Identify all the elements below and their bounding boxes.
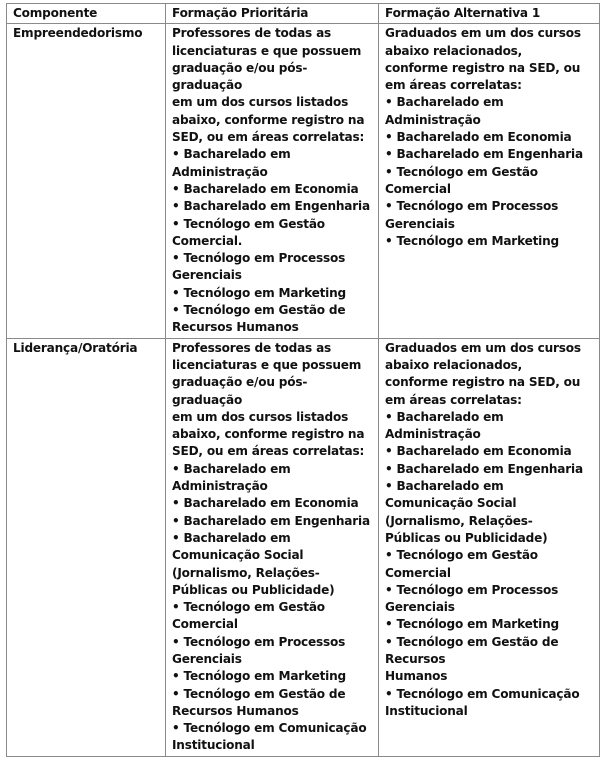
cell-text-line: abaixo relacionados, (385, 43, 523, 58)
cell-text-line: em áreas correlatas: (385, 78, 522, 93)
cell-text-line: • Tecnólogo em Processos (385, 199, 559, 214)
cell-text-line: • Tecnólogo em Marketing (172, 285, 346, 300)
cell-text-line: • Bacharelado em (172, 147, 291, 162)
cell-text-line: Públicas ou Publicidade) (385, 530, 548, 545)
cell-text-line: Recursos Humanos (172, 703, 299, 718)
cell-text-line: graduação (172, 392, 243, 407)
cell-text-line: • Bacharelado em Economia (172, 496, 359, 511)
cell-text-line: Gerenciais (385, 216, 455, 231)
header-formacao-prioritaria: Formação Prioritária (166, 4, 379, 24)
cell-text-line: • Bacharelado em (172, 461, 291, 476)
formation-table (6, 3, 600, 757)
cell-text-line: • Tecnólogo em Processos (172, 634, 346, 649)
cell-text-line: Institucional (172, 738, 255, 753)
cell-text-line: (Jornalismo, Relações- (172, 565, 320, 580)
cell-text-line: Administração (172, 164, 268, 179)
cell-text-line: Graduados em um dos cursos (385, 26, 581, 41)
cell-text-line: • Tecnólogo em Gestão (385, 164, 538, 179)
cell-text-line: Humanos (385, 669, 448, 684)
cell-text-line: • Tecnólogo em Comunicação (172, 721, 367, 736)
cell-text-line: graduação e/ou pós- (172, 60, 308, 75)
cell-text-line: • Tecnólogo em Gestão (172, 216, 325, 231)
cell-text-line: • Bacharelado em Engenharia (172, 513, 370, 528)
cell-text-line: SED, ou em áreas correlatas: (172, 444, 365, 459)
cell-text-line: graduação (172, 78, 243, 93)
cell-text-line: Administração (172, 479, 268, 494)
cell-text-line: graduação e/ou pós- (172, 375, 308, 390)
cell-text-line: Administração (385, 112, 481, 127)
cell-alternativa (379, 338, 600, 756)
cell-text-line: em áreas correlatas: (385, 392, 522, 407)
cell-text-line: • Bacharelado em (385, 95, 504, 110)
cell-text-line: conforme registro na SED, ou (385, 375, 581, 390)
cell-text-line: Comunicação Social (385, 496, 517, 511)
cell-text-line: Comercial (385, 181, 451, 196)
cell-text-line: • Tecnólogo em Gestão de (172, 303, 346, 318)
cell-text-line: • Tecnólogo em Marketing (172, 669, 346, 684)
cell-text-line: • Tecnólogo em Gestão de (385, 634, 559, 649)
cell-text-line: • Tecnólogo em Gestão (172, 600, 325, 615)
cell-text-line: • Tecnólogo em Marketing (385, 233, 559, 248)
cell-text-line: Recursos Humanos (172, 320, 299, 335)
cell-text-line: • Bacharelado em Economia (385, 130, 572, 145)
cell-text-line: • Bacharelado em Economia (172, 181, 359, 196)
cell-text-line: • Bacharelado em (385, 409, 504, 424)
cell-text-line: • Bacharelado em (172, 530, 291, 545)
cell-text-line: Gerenciais (172, 268, 242, 283)
cell-text-line: Administração (385, 427, 481, 442)
cell-text-line: • Bacharelado em Engenharia (172, 199, 370, 214)
cell-text-line: Institucional (385, 703, 468, 718)
cell-alternativa (379, 24, 600, 338)
cell-text-line: Recursos (385, 651, 446, 666)
cell-text-line: Comercial. (172, 233, 243, 248)
cell-text-line: • Tecnólogo em Gestão de (172, 686, 346, 701)
cell-text-line: Comercial (172, 617, 238, 632)
cell-componente: Liderança/Oratória (7, 338, 166, 756)
cell-text-line: • Tecnólogo em Processos (385, 582, 559, 597)
cell-text-line: em um dos cursos listados (172, 95, 349, 110)
cell-text-line: licenciaturas e que possuem (172, 43, 362, 58)
cell-text-line: • Bacharelado em Economia (385, 444, 572, 459)
cell-text-line: • Tecnólogo em Processos (172, 251, 346, 266)
cell-text-line: Gerenciais (172, 651, 242, 666)
cell-text-line: em um dos cursos listados (172, 409, 349, 424)
cell-text-line: abaixo, conforme registro na (172, 427, 365, 442)
cell-text-line: Professores de todas as (172, 26, 332, 41)
header-row (7, 4, 600, 24)
cell-text-line: • Tecnólogo em Comunicação (385, 686, 580, 701)
cell-text-line: SED, ou em áreas correlatas: (172, 130, 365, 145)
cell-text-line: • Bacharelado em Engenharia (385, 147, 583, 162)
cell-text-line: Graduados em um dos cursos (385, 340, 581, 355)
cell-text-line: abaixo, conforme registro na (172, 112, 365, 127)
cell-text-line: Gerenciais (385, 600, 455, 615)
cell-text-line: Professores de todas as (172, 340, 332, 355)
cell-text-line: Públicas ou Publicidade) (172, 582, 335, 597)
table-row (7, 24, 600, 338)
cell-text-line: • Tecnólogo em Marketing (385, 617, 559, 632)
cell-text-line: Comercial (385, 565, 451, 580)
cell-text-line: Comunicação Social (172, 548, 304, 563)
header-componente: Componente (7, 4, 166, 24)
cell-text-line: licenciaturas e que possuem (172, 357, 362, 372)
cell-text-line: conforme registro na SED, ou (385, 60, 581, 75)
cell-text-line: abaixo relacionados, (385, 357, 523, 372)
cell-text-line: • Bacharelado em Engenharia (385, 461, 583, 476)
cell-prioritaria (166, 338, 379, 756)
cell-text-line: (Jornalismo, Relações- (385, 513, 533, 528)
header-formacao-alternativa: Formação Alternativa 1 (379, 4, 600, 24)
cell-text-line: • Tecnólogo em Gestão (385, 548, 538, 563)
cell-prioritaria (166, 24, 379, 338)
cell-text-line: • Bacharelado em (385, 479, 504, 494)
table-row (7, 338, 600, 756)
cell-componente: Empreendedorismo (7, 24, 166, 338)
